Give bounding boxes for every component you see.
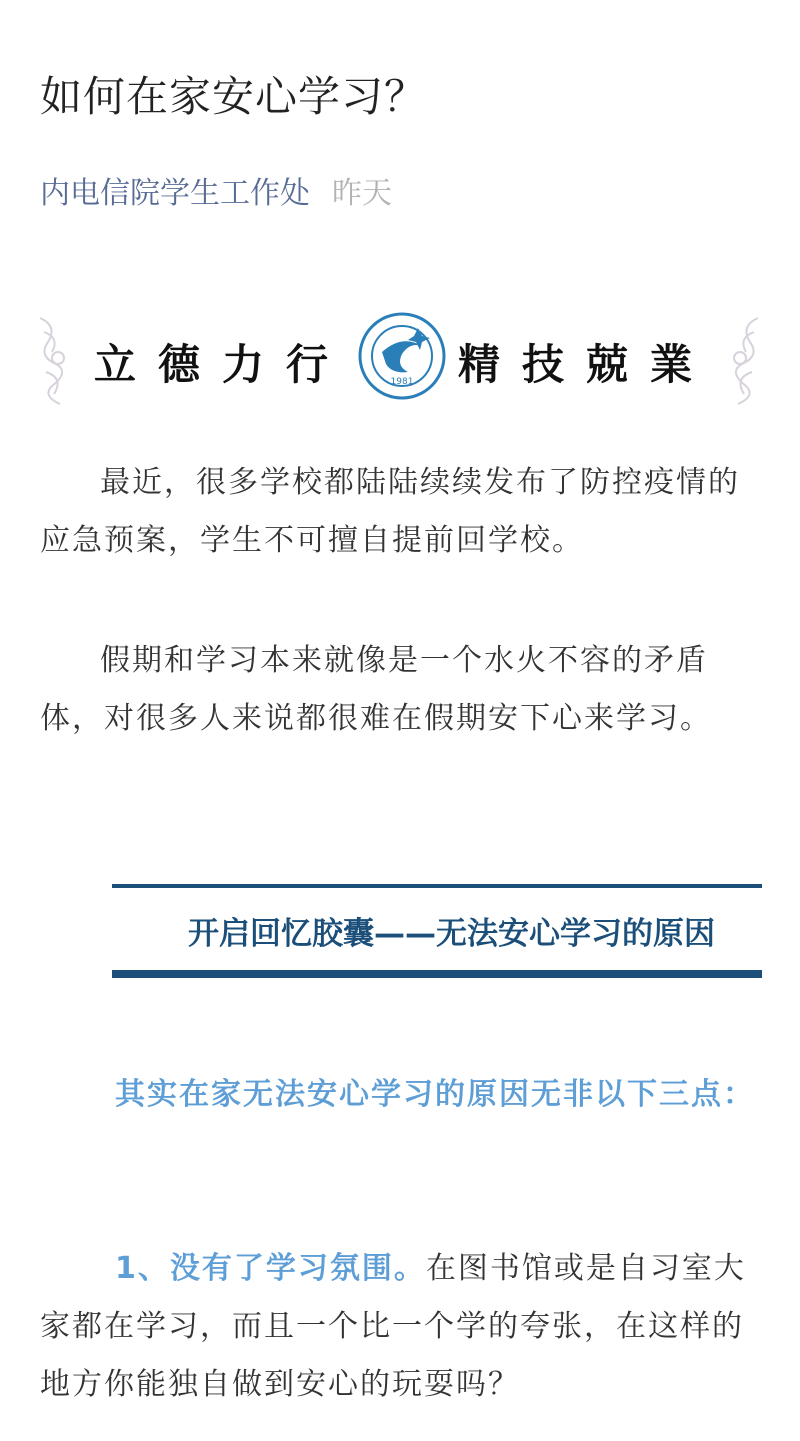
reason-point-1-title: 1、没有了学习氛围。: [115, 1251, 426, 1286]
reasons-intro: 其实在家无法安心学习的原因无非以下三点：: [115, 1077, 755, 1112]
left-ornament-icon: [38, 312, 72, 408]
section-rule-top: [112, 884, 762, 888]
author-link[interactable]: 内电信院学生工作处: [40, 176, 310, 211]
logo-year: 1981: [390, 377, 414, 387]
article-meta: [40, 168, 392, 212]
section-rule-bottom: [112, 970, 762, 978]
section-heading: 开启回忆胶囊——无法安心学习的原因: [188, 916, 715, 952]
motto-right: 精技兢業: [458, 340, 715, 389]
motto-left: 立德力行: [94, 340, 351, 389]
reason-point-1-body: 在图书馆或是自习室大家都在学习，而且一个比一个学的夸张，在这样的地方你能独自做到安心的玩耍吗？: [40, 1251, 746, 1402]
paragraph-1: 最近，很多学校都陆陆续续发布了防控疫情的应急预案，学生不可擅自提前回学校。: [40, 465, 740, 558]
right-ornament-icon: [726, 312, 760, 408]
paragraph-2: 假期和学习本来就像是一个水火不容的矛盾体，对很多人来说都很难在假期安下心来学习。: [40, 643, 712, 736]
publish-time: 昨天: [332, 176, 392, 211]
reason-point-1: [40, 1240, 762, 1414]
school-logo-icon: [358, 312, 446, 400]
article-title: 如何在家安心学习？: [40, 72, 428, 121]
school-banner-image: [38, 312, 760, 408]
